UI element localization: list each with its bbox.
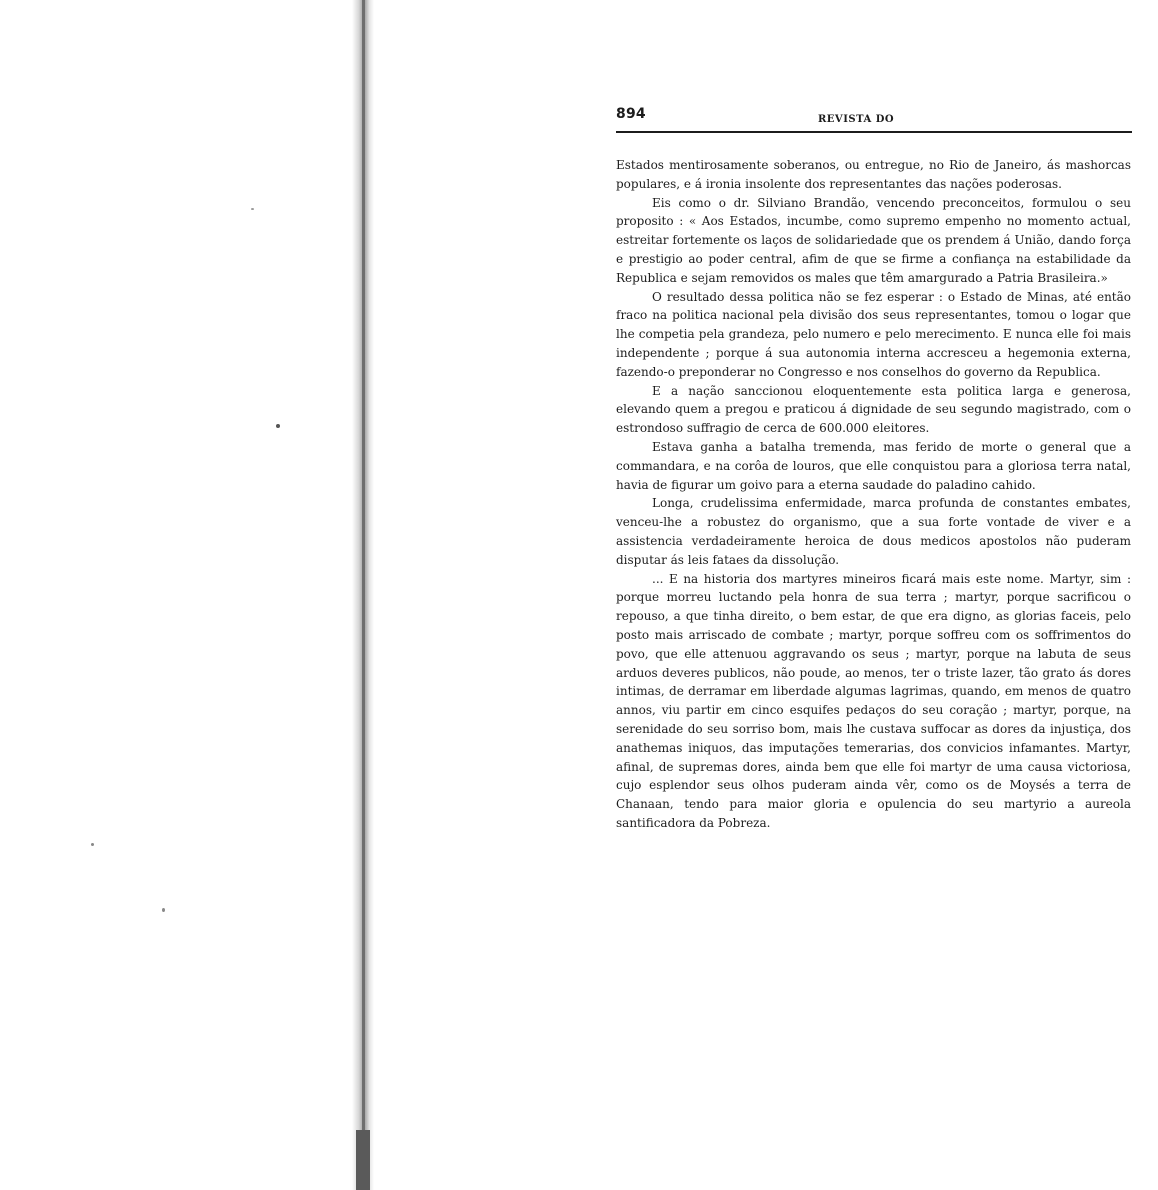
header-rule <box>616 131 1132 133</box>
paragraph: E a nação sanccionou eloquentemente esta politica larga e generosa, elevando quem a pregou e praticou á dignidade de seu segundo magistrado, com o estrondoso suffragio de cerca de 600.000 eleitores. <box>616 383 1131 436</box>
paragraph: Eis como o dr. Silviano Brandão, vencendo preconceitos, formulou o seu proposito : « Aos Estados, incumbe, como supremo empenho no momento actual, estreitar fortemente os laços de solidariedade que os prendem á União, dando força e prestigio ao poder central, afim de que se firme a confiança na estabilidade da Republica e sejam removidos os males que têm amargurado a Patria Brasileira.» <box>616 195 1131 285</box>
paragraph: O resultado dessa politica não se fez esperar : o Estado de Minas, até então fraco na politica nacional pela divisão dos seus representantes, tomou o logar que lhe competia pela grandeza, pelo numero e pelo merecimento. E nunca elle foi mais independente ; porque á sua autonomia interna accresceu a hegemonia externa, fazendo-o preponderar no Congresso e nos conselhos do governo da Republica. <box>616 289 1131 379</box>
paragraph: ... E na historia dos martyres mineiros ficará mais este nome. Martyr, sim : porque morreu luctando pela honra de sua terra ; martyr, porque sacrificou o repouso, a que tinha direito, o bem estar, de que era digno, as glorias faceis, pelo posto mais arriscado de combate ; martyr, porque soffreu com os soffrimentos do povo, que elle attenuou aggravando os seus ; martyr, porque na labuta de seus arduos deveres publicos, não poude, ao menos, ter o triste lazer, tão grato ás dores intimas, de derramar em liberdade algumas lagrimas, quando, em menos de quatro annos, viu partir em cinco esquifes pedaços do seu coração ; martyr, porque, na serenidade do seu sorriso bom, mais lhe custava suffocar as dores da injustiça, dos anathemas iniquos, das imputações temerarias, dos convicios infamantes. Martyr, afinal, de supremas dores, ainda bem que elle foi martyr de uma causa victoriosa, cujo esplendor seus olhos puderam ainda vêr, como os de Moysés a terra de Chanaan, tendo para maior gloria e opulencia do seu martyrio a aureola santificadora da Pobreza. <box>616 571 1131 830</box>
running-head: REVISTA DO <box>818 114 895 125</box>
scan-speck <box>162 908 165 912</box>
gutter-line-bottom <box>356 1130 370 1190</box>
paragraph: Longa, crudelissima enfermidade, marca profunda de constantes embates, venceu-lhe a robustez do organismo, que a sua forte vontade de viver e a assistencia verdadeiramente heroica de dous medicos apostolos não puderam disputar ás leis fataes da dissolução. <box>616 496 1131 567</box>
page-number: 894 <box>616 106 646 122</box>
paragraph: Estava ganha a batalha tremenda, mas ferido de morte o general que a commandara, e na corôa de louros, que elle conquistou para a gloriosa terra natal, havia de figurar um goivo para a eterna saudade do paladino cahido. <box>616 439 1131 492</box>
page-header <box>612 102 1132 128</box>
scan-speck <box>91 843 94 846</box>
paragraph: Estados mentirosamente soberanos, ou entregue, no Rio de Janeiro, ás mashorcas populares, e á ironia insolente dos representantes das nações poderosas. <box>616 158 1131 191</box>
gutter-line <box>362 0 365 1190</box>
body-text <box>616 156 1131 833</box>
book-page <box>612 102 1132 830</box>
scan-speck <box>251 208 254 210</box>
scan-speck <box>276 424 280 428</box>
